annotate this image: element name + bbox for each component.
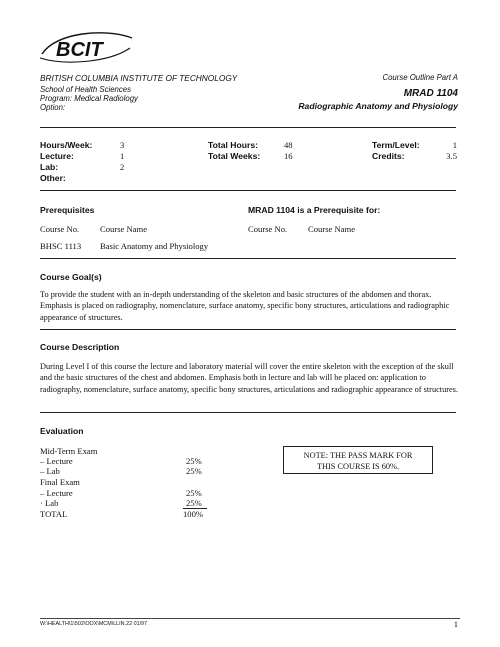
description-heading: Course Description [40,342,120,352]
total-hours-label: Total Hours: [208,140,258,150]
program-name: Program: Medical Radiology [40,94,138,103]
eval-row-value: 25% [186,466,202,476]
hours-week-label: Hours/Week: [40,140,93,150]
school-name: School of Health Sciences [40,85,132,94]
eval-row-label: – Lab [40,466,60,476]
goals-heading: Course Goal(s) [40,272,102,282]
col-course-name: Course Name [100,224,148,234]
divider [40,258,456,259]
course-title: Radiographic Anatomy and Physiology [298,101,458,111]
eval-row-label: Final Exam [40,477,80,487]
lab-value: 2 [120,162,125,172]
col-course-no-right: Course No. [248,224,288,234]
bcit-logo [36,26,136,68]
eval-row-value: 25% [186,456,202,466]
footer-path: W:\HEALTH\1\502\OOX\MCM\LLIN.22 01/97 [40,621,148,627]
footer-rule [40,618,460,619]
divider [40,127,456,128]
term-label: Term/Level: [372,140,420,150]
col-course-no: Course No. [40,224,80,234]
col-course-name-right: Course Name [308,224,356,234]
lecture-label: Lecture: [40,151,74,161]
prereq-course-no: BHSC 1113 [40,241,82,251]
option-label: Option: [40,103,66,112]
eval-row-label: – Lecture [40,456,73,466]
eval-row-label: · Lab [40,498,59,508]
eval-row-label: – Lecture [40,488,73,498]
other-label: Other: [40,173,66,183]
total-hours-value: 48 [284,140,293,150]
prereq-for-heading: MRAD 1104 is a Prerequisite for: [248,205,381,215]
divider [40,412,456,413]
hours-week-value: 3 [120,140,125,150]
total-weeks-label: Total Weeks: [208,151,261,161]
prerequisites-heading: Prerequisites [40,205,95,215]
eval-row-value: 25% [186,498,202,508]
pass-mark-note [283,446,433,474]
divider [40,329,456,330]
page-number: 1 [453,619,458,629]
outline-label: Course Outline Part A [382,73,458,82]
institute-name: BRITISH COLUMBIA INSTITUTE OF TECHNOLOGY [40,73,238,83]
credits-value: 3.5 [446,151,457,161]
note-line-1: NOTE: THE PASS MARK FOR [303,451,413,460]
goals-text: To provide the student with an in-depth understanding of the skeleton and basic structures of the abdomen and thorax. Emphasis is placed on radiography, nomenclature, surface anatomy, specific bony structures, articulations and radiographic appearance of structures. [40,290,450,322]
eval-total-value: 100% [183,509,204,519]
total-weeks-value: 16 [284,151,293,161]
divider [40,190,456,191]
evaluation-heading: Evaluation [40,426,84,436]
eval-row-value: 25% [186,488,202,498]
lab-label: Lab: [40,162,59,172]
note-line-2: THIS COURSE IS 60%. [316,462,400,471]
prereq-course-name: Basic Anatomy and Physiology [100,241,209,251]
logo-text: BCIT [56,39,103,61]
lecture-value: 1 [120,151,125,161]
description-text: During Level I of this course the lecture and laboratory material will cover the entire skeleton with the exception of the skull and the basic structures of the chest and abdomen. Emphasis both in lecture and lab will be placed on: application to radiography, nomenclature, surface anatomy, specific bony structures, articulations and radiographic appearance of structures. [40,362,458,394]
credits-label: Credits: [372,151,405,161]
term-value: 1 [452,140,457,150]
eval-row-label: Mid-Term Exam [40,446,98,456]
course-code: MRAD 1104 [403,88,458,99]
eval-total-label: TOTAL [40,509,68,519]
